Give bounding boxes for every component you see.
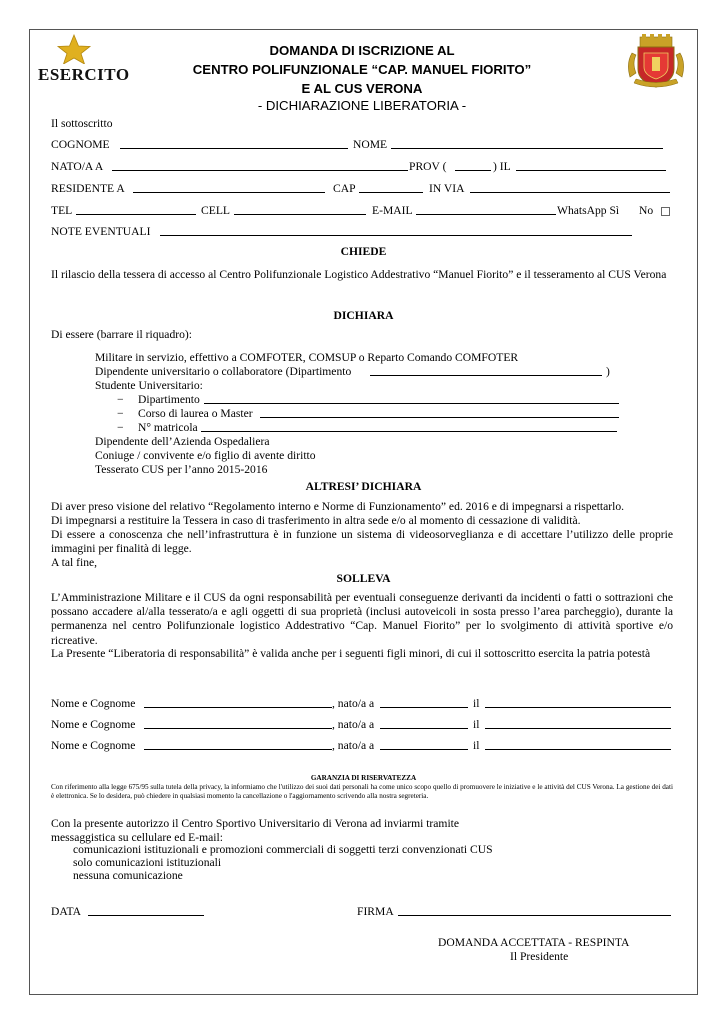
sub-corso-label: Corso di laurea o Master <box>138 407 253 420</box>
dipartimento-collaboratore-field[interactable] <box>370 365 602 376</box>
star-icon <box>38 34 118 64</box>
consenso-option-3[interactable]: nessuna comunicazione <box>73 869 183 882</box>
consenso-option-1[interactable]: comunicazioni istituzionali e promozioni commerciali di soggetti terzi convenzionati CUS <box>73 843 493 856</box>
cell-field[interactable] <box>234 204 366 215</box>
altresi-line-4: A tal fine, <box>51 556 98 569</box>
whatsapp-label: WhatsApp Sì <box>557 204 620 217</box>
sottoscritto-label: Il sottoscritto <box>51 117 113 130</box>
privacy-text: Con riferimento alla legge 675/95 sulla tutela della privacy, la informiamo che l'utilizzo dei suoi dati personali ha come unico scopo quello di promuovere le iniziative e le attività del CUS Verona. La gestione dei dati è elettronica. Se lo desidera, può chiedere in qualsiasi momento la cancellazione o l'aggiornamento scrivendo alla nostra segreteria. <box>51 783 673 800</box>
sub-dipartimento-field[interactable] <box>204 393 619 404</box>
domanda-accettata-label: DOMANDA ACCETTATA - RESPINTA <box>438 936 630 949</box>
sub-matricola-field[interactable] <box>201 421 617 432</box>
via-label: IN VIA <box>429 182 465 195</box>
altresi-line-3: Di essere a conoscenza che nell’infrastruttura è in funzione un sistema di videosorveglianza e di accettare l’utilizzo delle proprie immagini per finalità di legge. <box>51 528 673 556</box>
option-dipendente-universitario[interactable]: Dipendente universitario o collaboratore (Dipartimento <box>95 365 352 378</box>
minore-nome-field[interactable] <box>144 718 332 729</box>
nato-field[interactable] <box>112 160 408 171</box>
tel-label: TEL <box>51 204 73 217</box>
note-label: NOTE EVENTUALI <box>51 225 151 238</box>
via-field[interactable] <box>470 182 670 193</box>
il-label: ) IL <box>493 160 511 173</box>
minore-nato-label: , nato/a a <box>332 697 375 710</box>
cap-label: CAP <box>333 182 356 195</box>
cognome-field[interactable] <box>120 138 348 149</box>
minore-nome-field[interactable] <box>144 739 332 750</box>
dichiara-intro: Di essere (barrare il riquadro): <box>51 328 192 341</box>
option-close-paren: ) <box>606 365 610 378</box>
minore-nome-field[interactable] <box>144 697 332 708</box>
sub-dash-icon: − <box>117 421 124 434</box>
minore-data-field[interactable] <box>485 718 671 729</box>
altresi-heading: ALTRESI’ DICHIARA <box>305 480 422 493</box>
sub-matricola-label: N° matricola <box>138 421 198 434</box>
minore-data-field[interactable] <box>485 697 671 708</box>
solleva-text: L’Amministrazione Militare e il CUS da ogni responsabilità per eventuali conseguenze derivanti da incidenti o fatti o sottrazioni che possano accadere al/alla tesserato/a e agli oggetti di sua proprietà (inclusi autoveicoli in sosta presso l’area parcheggio), durante la permanenza nel centro Polifunzionale logistico Addestrativo “Cap. Manuel Fiorito” per lo svolgimento di attività sportive e/o ricreative. <box>51 591 673 647</box>
minore-nome-label: Nome e Cognome <box>51 739 136 752</box>
firma-label: FIRMA <box>357 905 394 918</box>
residente-label: RESIDENTE A <box>51 182 125 195</box>
minore-nato-field[interactable] <box>380 697 468 708</box>
chiede-heading: CHIEDE <box>340 245 387 258</box>
option-azienda-ospedaliera[interactable]: Dipendente dell’Azienda Ospedaliera <box>95 435 270 448</box>
minore-data-field[interactable] <box>485 739 671 750</box>
minore-il-label: il <box>473 739 480 752</box>
option-militare[interactable]: Militare in servizio, effettivo a COMFOTER, COMSUP o Reparto Comando COMFOTER <box>95 351 519 364</box>
cap-field[interactable] <box>359 182 423 193</box>
email-field[interactable] <box>416 204 556 215</box>
altresi-line-1: Di aver preso visione del relativo “Regolamento interno e Norme di Funzionamento” ed. 2016 e di impegnarsi a rispettarlo. <box>51 500 625 513</box>
cognome-label: COGNOME <box>51 138 110 151</box>
sub-dash-icon: − <box>117 393 124 406</box>
nome-field[interactable] <box>391 138 663 149</box>
option-tesserato-cus[interactable]: Tesserato CUS per l’anno 2015-2016 <box>95 463 268 476</box>
solleva-heading: SOLLEVA <box>336 572 391 585</box>
consenso-text: Con la presente autorizzo il Centro Sportivo Universitario di Verona ad inviarmi tramite messaggistica su cellulare ed E-mail: <box>51 817 460 845</box>
crest-logo <box>624 33 688 91</box>
data-field[interactable] <box>88 905 204 916</box>
option-coniuge[interactable]: Coniuge / convivente e/o figlio di avente diritto <box>95 449 316 462</box>
minore-nato-label: , nato/a a <box>332 718 375 731</box>
note-field[interactable] <box>160 225 632 236</box>
nato-label: NATO/A A <box>51 160 104 173</box>
solleva-text-2: La Presente “Liberatoria di responsabilità” è valida anche per i seguenti figli minori, di cui il sottoscritto esercita la patria potestà <box>51 647 651 660</box>
email-label: E-MAIL <box>372 204 413 217</box>
sub-dash-icon: − <box>117 407 124 420</box>
prov-field[interactable] <box>455 160 491 171</box>
whatsapp-no-label: No <box>639 204 654 217</box>
coat-of-arms-icon <box>624 33 688 91</box>
data-label: DATA <box>51 905 81 918</box>
title-line-4: - DICHIARAZIONE LIBERATORIA - <box>257 98 467 113</box>
privacy-heading: GARANZIA DI RISERVATEZZA <box>310 774 417 782</box>
title-line-2: CENTRO POLIFUNZIONALE “CAP. MANUEL FIORITO” <box>192 62 532 77</box>
minore-nome-label: Nome e Cognome <box>51 697 136 710</box>
residente-field[interactable] <box>133 182 325 193</box>
presidente-label: Il Presidente <box>510 950 569 963</box>
consenso-option-2[interactable]: solo comunicazioni istituzionali <box>73 856 222 869</box>
tel-field[interactable] <box>76 204 196 215</box>
minore-nome-label: Nome e Cognome <box>51 718 136 731</box>
dichiara-heading: DICHIARA <box>333 309 394 322</box>
nascita-data-field[interactable] <box>516 160 666 171</box>
altresi-line-2: Di impegnarsi a restituire la Tessera in caso di trasferimento in altra sede e/o al momento di cessazione di validità. <box>51 514 581 527</box>
firma-field[interactable] <box>398 905 671 916</box>
cell-label: CELL <box>201 204 230 217</box>
chiede-text: Il rilascio della tessera di accesso al Centro Polifunzionale Logistico Addestrativo “Manuel Fiorito” e il tesseramento al CUS Verona <box>51 268 667 281</box>
whatsapp-no-checkbox[interactable] <box>661 207 670 216</box>
minore-nato-label: , nato/a a <box>332 739 375 752</box>
minore-nato-field[interactable] <box>380 718 468 729</box>
option-studente[interactable]: Studente Universitario: <box>95 379 203 392</box>
title-line-1: DOMANDA DI ISCRIZIONE AL <box>269 43 455 58</box>
sub-dipartimento-label: Dipartimento <box>138 393 200 406</box>
esercito-logo <box>38 34 130 84</box>
prov-label: PROV ( <box>409 160 447 173</box>
minore-il-label: il <box>473 718 480 731</box>
sub-corso-field[interactable] <box>260 407 619 418</box>
title-line-3: E AL CUS VERONA <box>301 81 423 96</box>
minore-il-label: il <box>473 697 480 710</box>
esercito-text: ESERCITO <box>38 65 130 84</box>
nome-label: NOME <box>353 138 388 151</box>
minore-nato-field[interactable] <box>380 739 468 750</box>
